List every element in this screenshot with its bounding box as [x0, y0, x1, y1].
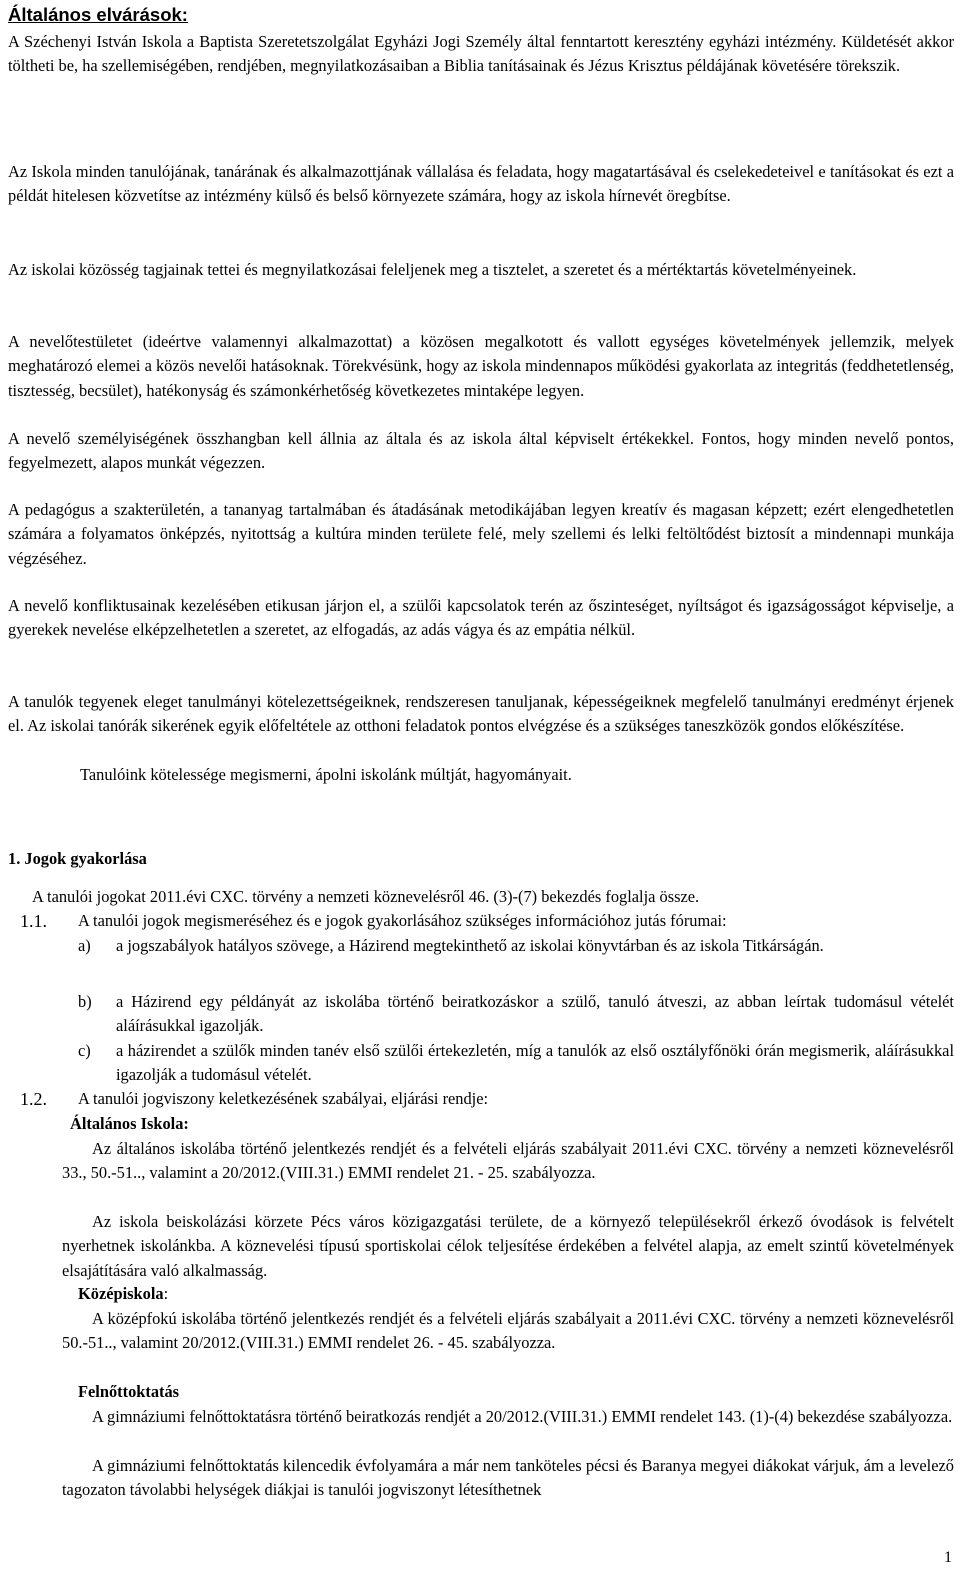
adult-education-paragraph-1: A gimnáziumi felnőttoktatásra történő beiratkozás rendjét a 20/2012.(VIII.31.) EMMI rendelet 143. (1)-(4) bekezdése szabályozza.: [92, 1407, 953, 1426]
list-item-label: c): [78, 1041, 91, 1060]
paragraph-students: A tanulók tegyenek eleget tanulmányi kötelezettségeiknek, rendszeresen tanuljanak, képességeiknek megfelelő tanulmányi eredményt érjenek el. Az iskolai tanórák sikerének egyik előfeltétele az otthoni feladatok pontos elvégzése és a szükséges taneszközök gondos előkészítése.: [8, 692, 954, 736]
list-item-text: a Házirend egy példányát az iskolába történő beiratkozáskor a szülő, tanuló átveszi, az abban leírtak tudomásul vételét aláírásukkal igazolják.: [116, 992, 954, 1036]
secondary-school-title-text: Középiskola: [78, 1284, 164, 1303]
adult-education-paragraph-2: A gimnáziumi felnőttoktatás kilencedik évfolyamára a már nem tanköteles pécsi és Baranya megyei diákokat várjuk, ám a levelező tagozaton távolabbi helységek diákjai is tanulói jogviszonyt létesíthetnek: [62, 1456, 954, 1500]
subsection-text-1-1: A tanulói jogok megismeréséhez és e jogok gyakorlásához szükséges információhoz jutás fórumai:: [78, 911, 727, 930]
page-heading: Általános elvárások:: [8, 4, 188, 25]
section-intro: A tanulói jogokat 2011.évi CXC. törvény a nemzeti köznevelésről 46. (3)-(7) bekezdés foglalja össze.: [32, 887, 700, 906]
subsection-text-1-2: A tanulói jogviszony keletkezésének szabályai, eljárási rendje:: [78, 1089, 489, 1108]
list-item-text: a házirendet a szülők minden tanév első szülői értekezletén, míg a tanulók az első osztályfőnöki órán megismerik, aláírásukkal igazolják a tudomásul vételét.: [116, 1041, 954, 1085]
list-item-label: b): [78, 992, 92, 1011]
paragraph-conflicts: A nevelő konfliktusainak kezelésében etikusan járjon el, a szülői kapcsolatok terén az őszinteséget, nyíltságot és igazságosságot képviselje, a gyerekek nevelése elképzelhetetlen a szeretet, az elfogadás, az adás vágya és az empátia nélkül.: [8, 596, 954, 640]
paragraph-staff: A nevelőtestületet (ideértve valamennyi alkalmazottat) a közösen megalkotott és vallott egységes követelmények jellemzik, melyek meghatározó elemei a közös nevelői hatásoknak. Törekvésünk, hogy az iskola mindennapos működési gyakorlata az integritás (feddhetetlenség, tisztesség, becsület), hatékonyság és számonkérhetőség következetes mintaképe legyen.: [8, 332, 954, 400]
subsection-number-1-1: 1.1.: [20, 911, 47, 931]
intro-paragraph: A Széchenyi István Iskola a Baptista Szeretetszolgálat Egyházi Jogi Személy által fenntartott keresztény egyházi intézmény. Küldetését akkor töltheti be, ha szellemiségében, rendjében, megnyilatkozásaiban a Biblia tanításainak és Jézus Krisztus példájának követésére törekszik.: [8, 32, 954, 76]
secondary-school-paragraph: A középfokú iskolába történő jelentkezés rendjét és a felvételi eljárás szabályait a 2011.évi CXC. törvény a nemzeti köznevelésről 50.-51.., valamint 20/2012.(VIII.31.) EMMI rendelet 26. - 45. szabályozza.: [62, 1309, 954, 1353]
list-item-text: a jogszabályok hatályos szövege, a Házirend megtekinthető az iskolai könyvtárban és az iskola Titkárságán.: [116, 936, 824, 955]
secondary-school-title-colon: :: [163, 1284, 169, 1303]
paragraph-mission: Az Iskola minden tanulójának, tanárának és alkalmazottjának vállalása és feladata, hogy magatartásával és cselekedeteivel e tanításokat és ezt a példát hitelesen közvetítse az intézmény külső és belső környezete számára, hogy az iskola hírnevét öregbítse.: [8, 162, 954, 206]
paragraph-community: Az iskolai közösség tagjainak tettei és megnyilatkozásai feleljenek meg a tisztelet, a szeretet és a mértéktartás követelményeinek.: [8, 260, 857, 279]
secondary-school-title: [78, 1282, 168, 1306]
page-number: 1: [944, 1549, 952, 1566]
general-school-paragraph-1: Az általános iskolába történő jelentkezés rendjét és a felvételi eljárás szabályait 2011.évi CXC. törvény a nemzeti köznevelésről 33., 50.-51.., valamint a 20/2012.(VIII.31.) EMMI rendelet 21. - 25. szabályozza.: [62, 1139, 954, 1183]
paragraph-pedagogue: A pedagógus a szakterületén, a tananyag tartalmában és átadásának metodikájában legyen kreatív és magasan képzett; ezért elengedhetetlen számára a folyamatos önképzés, nyitottság a kultúra minden területe felé, mely szellemi és lelki feltöltődést biztosít a mindennapi munkája végzéséhez.: [8, 500, 954, 568]
paragraph-educator: A nevelő személyiségének összhangban kell állnia az általa és az iskola által képviselt értékekkel. Fontos, hogy minden nevelő pontos, fegyelmezett, alapos munkát végezzen.: [8, 429, 954, 473]
adult-education-title: Felnőttoktatás: [78, 1382, 180, 1401]
list-item-label: a): [78, 936, 91, 955]
general-school-paragraph-2: Az iskola beiskolázási körzete Pécs város közigazgatási területe, de a környező településekről érkező óvodások is felvételt nyerhetnek iskolánkba. A köznevelési típusú sportiskolai célok teljesítése érdekében a felvétel alapja, az emelt szintű követelmények elsajátítására való alkalmasság.: [62, 1212, 954, 1280]
subsection-number-1-2: 1.2.: [20, 1089, 47, 1109]
paragraph-traditions: Tanulóink kötelessége megismerni, ápolni iskolánk múltját, hagyományait.: [80, 765, 572, 784]
general-school-title: Általános Iskola:: [70, 1114, 189, 1133]
section-title: 1. Jogok gyakorlása: [8, 849, 147, 868]
